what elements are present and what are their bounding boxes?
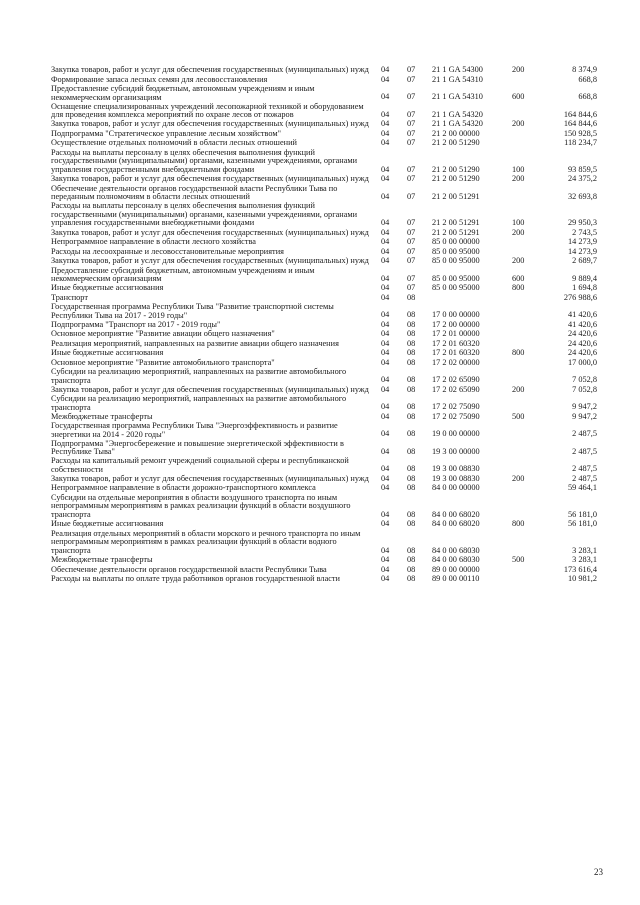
row-section-code: 04: [381, 429, 390, 439]
row-target-article: 84 0 00 68020: [432, 519, 480, 529]
row-subsection-code: 08: [407, 564, 416, 574]
row-name: Субсидии на реализацию мероприятий, направленных на развитие автомобильного транспорта: [51, 367, 347, 385]
row-section-code: 04: [381, 164, 390, 174]
row-subsection-code: 07: [407, 256, 416, 266]
row-amount: 2 487,5: [572, 473, 597, 483]
row-amount: 2 743,5: [572, 227, 597, 237]
row-name: Реализация мероприятий, направленных на развитие авиации общего назначения: [51, 338, 339, 348]
row-amount: 164 844,6: [563, 119, 597, 129]
row-amount: 8 374,9: [572, 65, 597, 75]
table-row: [0, 175, 640, 184]
row-subsection-code: 08: [407, 375, 416, 385]
table-row: [0, 257, 640, 266]
row-target-article: 17 2 02 00000: [432, 357, 480, 367]
row-section-code: 04: [381, 191, 390, 201]
row-name: Закупка товаров, работ и услуг для обеспечения государственных (муниципальных) нужд: [51, 256, 369, 265]
row-subsection-code: 07: [407, 273, 416, 283]
row-name: Закупка товаров, работ и услуг для обеспечения государственных (муниципальных) нужд: [51, 65, 369, 74]
row-name: Иные бюджетные ассигнования: [51, 519, 164, 528]
row-subsection-code: 07: [407, 227, 416, 237]
row-section-code: 04: [381, 375, 390, 385]
row-amount: 3 283,1: [572, 555, 597, 565]
row-target-article: 21 2 00 51290: [432, 138, 480, 148]
row-section-code: 04: [381, 545, 390, 555]
table-row: [0, 520, 640, 529]
row-name: Закупка товаров, работ и услуг для обеспечения государственных (муниципальных) нужд: [51, 227, 369, 237]
row-subsection-code: 08: [407, 338, 416, 348]
row-target-article: 89 0 00 00000: [432, 564, 480, 574]
row-target-article: 17 2 01 00000: [432, 329, 480, 339]
row-target-article: 21 2 00 51290: [432, 164, 480, 174]
row-amount: 56 181,0: [567, 509, 597, 519]
row-expense-type: 200: [512, 384, 525, 394]
row-target-article: 85 0 00 95000: [432, 283, 480, 293]
row-target-article: 21 1 GA 54310: [432, 74, 483, 84]
row-target-article: 19 3 00 08830: [432, 464, 480, 474]
row-name: Государственная программа Республики Тыва "Развитие транспортной системы Республики Тыва на 2017 - 2019 годы": [51, 302, 334, 320]
table-row: [0, 349, 640, 358]
row-section-code: 04: [381, 411, 390, 421]
row-amount: 3 283,1: [572, 545, 597, 555]
row-amount: 7 052,8: [572, 384, 597, 394]
row-subsection-code: 07: [407, 65, 416, 75]
row-subsection-code: 08: [407, 402, 416, 412]
row-section-code: 04: [381, 174, 390, 184]
row-expense-type: 800: [512, 348, 525, 358]
row-amount: 9 947,2: [572, 402, 597, 412]
row-expense-type: 200: [512, 227, 525, 237]
row-expense-type: 100: [512, 164, 525, 174]
row-expense-type: 200: [512, 174, 525, 184]
row-target-article: 85 0 00 95000: [432, 246, 480, 256]
row-name: Государственная программа Республики Тыва "Энергоэффективность и развитие энергетики на 2014 - 2020 годы": [51, 421, 338, 439]
row-section-code: 04: [381, 319, 390, 329]
row-subsection-code: 08: [407, 292, 416, 302]
table-row: [0, 530, 640, 556]
row-section-code: 04: [381, 227, 390, 237]
row-target-article: 21 1 GA 54310: [432, 92, 483, 102]
row-amount: 41 420,6: [567, 319, 597, 329]
row-subsection-code: 07: [407, 191, 416, 201]
row-target-article: 21 2 00 00000: [432, 128, 480, 138]
row-section-code: 04: [381, 138, 390, 148]
row-target-article: 17 2 02 65090: [432, 384, 480, 394]
row-amount: 24 420,6: [567, 338, 597, 348]
row-target-article: 84 0 00 68030: [432, 555, 480, 565]
row-subsection-code: 07: [407, 237, 416, 247]
row-amount: 9 947,2: [572, 411, 597, 421]
row-section-code: 04: [381, 128, 390, 138]
row-name: Закупка товаров, работ и услуг для обеспечения государственных (муниципальных) нужд: [51, 473, 369, 483]
row-subsection-code: 08: [407, 519, 416, 529]
row-section-code: 04: [381, 574, 390, 584]
row-section-code: 04: [381, 357, 390, 367]
row-amount: 17 000,0: [567, 357, 597, 367]
row-target-article: 84 0 00 68020: [432, 509, 480, 519]
row-name: Подпрограмма "Энергосбережение и повышение энергетической эффективности в Республике Тыва": [51, 438, 344, 457]
row-amount: 24 420,6: [567, 329, 597, 339]
row-amount: 150 928,5: [563, 128, 597, 138]
row-target-article: 17 2 02 65090: [432, 375, 480, 385]
table-row: [0, 457, 640, 474]
row-name: Закупка товаров, работ и услуг для обеспечения государственных (муниципальных) нужд: [51, 174, 369, 183]
row-target-article: 21 1 GA 54320: [432, 119, 483, 129]
row-expense-type: 500: [512, 555, 525, 565]
row-subsection-code: 08: [407, 509, 416, 519]
row-amount: 668,8: [578, 74, 597, 84]
row-section-code: 04: [381, 555, 390, 565]
table-row: [0, 103, 640, 120]
row-amount: 164 844,6: [563, 109, 597, 119]
row-target-article: 21 2 00 51290: [432, 174, 480, 184]
row-target-article: 17 2 02 75090: [432, 411, 480, 421]
table-row: [0, 284, 640, 293]
row-target-article: 21 1 GA 54320: [432, 109, 483, 119]
row-amount: 56 181,0: [567, 519, 597, 529]
row-amount: 29 950,3: [567, 218, 597, 228]
row-amount: 2 689,7: [572, 256, 597, 266]
row-target-article: 85 0 00 95000: [432, 273, 480, 283]
row-expense-type: 500: [512, 411, 525, 421]
row-target-article: 19 3 00 08830: [432, 473, 480, 483]
row-subsection-code: 08: [407, 411, 416, 421]
row-name: Иные бюджетные ассигнования: [51, 283, 164, 292]
row-name: Подпрограмма "Транспорт на 2017 - 2019 годы": [51, 319, 221, 329]
row-name: Основное мероприятие "Развитие авиации общего назначения": [51, 329, 275, 338]
row-expense-type: 600: [512, 273, 525, 283]
row-target-article: 19 3 00 00000: [432, 446, 480, 456]
page-number: 23: [594, 867, 603, 877]
row-subsection-code: 07: [407, 174, 416, 184]
row-subsection-code: 08: [407, 357, 416, 367]
row-name: Обеспечение деятельности органов государственной власти Республики Тыва: [51, 564, 327, 574]
row-name: Субсидии на реализацию мероприятий, направленных на развитие автомобильного транспорта: [51, 394, 347, 412]
row-section-code: 04: [381, 402, 390, 412]
row-name: Межбюджетные трансферты: [51, 411, 153, 421]
row-section-code: 04: [381, 74, 390, 84]
row-amount: 14 273,9: [567, 246, 597, 256]
row-subsection-code: 08: [407, 329, 416, 339]
row-name: Предоставление субсидий бюджетным, автономным учреждениям и иным некоммерческим организациям: [51, 265, 315, 284]
row-name: Закупка товаров, работ и услуг для обеспечения государственных (муниципальных) нужд: [51, 384, 369, 394]
row-section-code: 04: [381, 564, 390, 574]
row-section-code: 04: [381, 483, 390, 493]
row-subsection-code: 07: [407, 109, 416, 119]
row-subsection-code: 08: [407, 555, 416, 565]
row-amount: 41 420,6: [567, 310, 597, 320]
table-row: [0, 185, 640, 202]
row-subsection-code: 08: [407, 464, 416, 474]
row-amount: 59 464,1: [567, 483, 597, 493]
row-name: Межбюджетные трансферты: [51, 555, 153, 564]
row-subsection-code: 07: [407, 128, 416, 138]
row-section-code: 04: [381, 329, 390, 339]
row-section-code: 04: [381, 384, 390, 394]
row-subsection-code: 08: [407, 483, 416, 493]
row-section-code: 04: [381, 283, 390, 293]
row-section-code: 04: [381, 237, 390, 247]
row-target-article: 21 2 00 51291: [432, 227, 480, 237]
table-row: [0, 575, 640, 584]
row-section-code: 04: [381, 509, 390, 519]
table-row: [0, 395, 640, 412]
row-expense-type: 600: [512, 92, 525, 102]
row-name: Реализация отдельных мероприятий в области морского и речного транспорта по иным непрограммным мероприятиям в рамках реализации функций в области водного транспорта: [51, 528, 361, 555]
row-section-code: 04: [381, 92, 390, 102]
row-name: Субсидии на отдельные мероприятия в области воздушного транспорта по иным непрограммным мероприятиям в рамках реализации функций в области воздушного транспорта: [51, 492, 351, 519]
row-section-code: 04: [381, 310, 390, 320]
row-target-article: 89 0 00 00110: [432, 574, 480, 584]
row-subsection-code: 07: [407, 218, 416, 228]
row-name: Расходы на выплаты по оплате труда работников органов государственной власти: [51, 574, 341, 583]
row-expense-type: 800: [512, 519, 525, 529]
row-section-code: 04: [381, 519, 390, 529]
row-subsection-code: 08: [407, 384, 416, 394]
row-name: Закупка товаров, работ и услуг для обеспечения государственных (муниципальных) нужд: [51, 119, 369, 128]
row-subsection-code: 07: [407, 74, 416, 84]
table-row: [0, 556, 640, 565]
row-amount: 118 234,7: [564, 138, 597, 148]
table-row: [0, 422, 640, 439]
row-expense-type: 100: [512, 218, 525, 228]
row-name: Формирование запаса лесных семян для лесовосстановления: [51, 74, 268, 84]
row-name: Расходы на выплаты персоналу в целях обеспечения выполнения функций государственными (муниципальными) органами, казенными учреждениями, органами управления государственными внебюджетными фондами: [51, 201, 358, 228]
row-subsection-code: 08: [407, 574, 416, 584]
table-row: [0, 494, 640, 520]
row-name: Осуществление отдельных полномочий в области лесных отношений: [51, 138, 297, 147]
row-section-code: 04: [381, 246, 390, 256]
row-amount: 2 487,5: [572, 429, 597, 439]
row-amount: 24 375,2: [567, 174, 597, 184]
row-expense-type: 200: [512, 65, 525, 75]
table-row: [0, 202, 640, 228]
row-amount: 668,8: [578, 92, 597, 102]
row-target-article: 19 0 00 00000: [432, 429, 480, 439]
row-name: Непрограммное направление в области дорожно-транспортного комплекса: [51, 483, 316, 492]
row-target-article: 85 0 00 95000: [432, 256, 480, 266]
row-name: Иные бюджетные ассигнования: [51, 348, 164, 357]
row-subsection-code: 07: [407, 119, 416, 129]
row-amount: 276 988,6: [563, 292, 597, 302]
row-amount: 2 487,5: [572, 464, 597, 474]
row-name: Основное мероприятие "Развитие автомобильного транспорта": [51, 357, 275, 367]
row-subsection-code: 08: [407, 446, 416, 456]
row-section-code: 04: [381, 256, 390, 266]
row-amount: 9 889,4: [572, 273, 597, 283]
row-section-code: 04: [381, 119, 390, 129]
row-target-article: 84 0 00 00000: [432, 483, 480, 493]
table-row: [0, 368, 640, 385]
row-subsection-code: 07: [407, 246, 416, 256]
row-name: Обеспечение деятельности органов государственной власти Республики Тыва по переданным полномочиям в области лесных отношений: [51, 183, 338, 202]
row-target-article: 85 0 00 00000: [432, 237, 480, 247]
row-target-article: 84 0 00 68030: [432, 545, 480, 555]
row-amount: 24 420,6: [567, 348, 597, 358]
row-subsection-code: 07: [407, 92, 416, 102]
row-expense-type: 200: [512, 119, 525, 129]
row-name: Расходы на выплаты персоналу в целях обеспечения выполнения функций государственными (муниципальными) органами, казенными учреждениями, органами управления государственными внебюджетными фондами: [51, 147, 358, 174]
row-section-code: 04: [381, 446, 390, 456]
row-amount: 1 694,8: [572, 283, 597, 293]
row-target-article: 17 2 01 60320: [432, 338, 480, 348]
row-subsection-code: 08: [407, 319, 416, 329]
row-amount: 173 616,4: [563, 564, 597, 574]
row-subsection-code: 07: [407, 138, 416, 148]
row-target-article: 21 2 00 51291: [432, 218, 480, 228]
row-section-code: 04: [381, 109, 390, 119]
row-section-code: 04: [381, 473, 390, 483]
row-section-code: 04: [381, 218, 390, 228]
row-expense-type: 200: [512, 473, 525, 483]
row-target-article: 17 0 00 00000: [432, 310, 480, 320]
row-subsection-code: 08: [407, 545, 416, 555]
row-subsection-code: 07: [407, 164, 416, 174]
row-amount: 14 273,9: [567, 237, 597, 247]
row-subsection-code: 08: [407, 310, 416, 320]
row-name: Оснащение специализированных учреждений лесопожарной техникой и оборудованием для проведения комплекса мероприятий по охране лесов от пожаров: [51, 101, 364, 120]
table-row: [0, 484, 640, 493]
table-row: [0, 139, 640, 148]
table-row: [0, 330, 640, 339]
row-section-code: 04: [381, 348, 390, 358]
row-subsection-code: 08: [407, 348, 416, 358]
table-row: [0, 238, 640, 247]
row-name: Предоставление субсидий бюджетным, автономным учреждениям и иным некоммерческим организациям: [51, 84, 315, 102]
row-section-code: 04: [381, 292, 390, 302]
table-row: [0, 267, 640, 284]
row-amount: 32 693,8: [567, 191, 597, 201]
row-section-code: 04: [381, 65, 390, 75]
table-row: [0, 120, 640, 129]
row-section-code: 04: [381, 338, 390, 348]
row-amount: 10 981,2: [567, 574, 597, 584]
row-name: Непрограммное направление в области лесного хозяйства: [51, 237, 256, 246]
row-subsection-code: 08: [407, 473, 416, 483]
row-amount: 2 487,5: [572, 446, 597, 456]
row-name: Расходы на капитальный ремонт учреждений социальной сферы и республиканской собственности: [51, 456, 349, 474]
row-name: Подпрограмма "Стратегическое управление лесным хозяйством": [51, 128, 282, 138]
row-target-article: 17 2 01 60320: [432, 348, 480, 358]
row-subsection-code: 07: [407, 283, 416, 293]
row-target-article: 21 1 GA 54300: [432, 65, 483, 75]
row-expense-type: 800: [512, 283, 525, 293]
row-target-article: 21 2 00 51291: [432, 191, 480, 201]
row-name: Расходы на лесоохранные и лесовосстановительные мероприятия: [51, 246, 284, 256]
table-row: [0, 66, 640, 75]
table-row: [0, 149, 640, 175]
row-section-code: 04: [381, 464, 390, 474]
row-name: Транспорт: [51, 292, 88, 302]
row-subsection-code: 08: [407, 429, 416, 439]
row-amount: 93 859,5: [567, 164, 597, 174]
row-target-article: 17 2 00 00000: [432, 319, 480, 329]
row-section-code: 04: [381, 273, 390, 283]
row-target-article: 17 2 02 75090: [432, 402, 480, 412]
row-amount: 7 052,8: [572, 375, 597, 385]
table-row: [0, 303, 640, 320]
table-row: [0, 85, 640, 102]
row-expense-type: 200: [512, 256, 525, 266]
table-row: [0, 440, 640, 457]
